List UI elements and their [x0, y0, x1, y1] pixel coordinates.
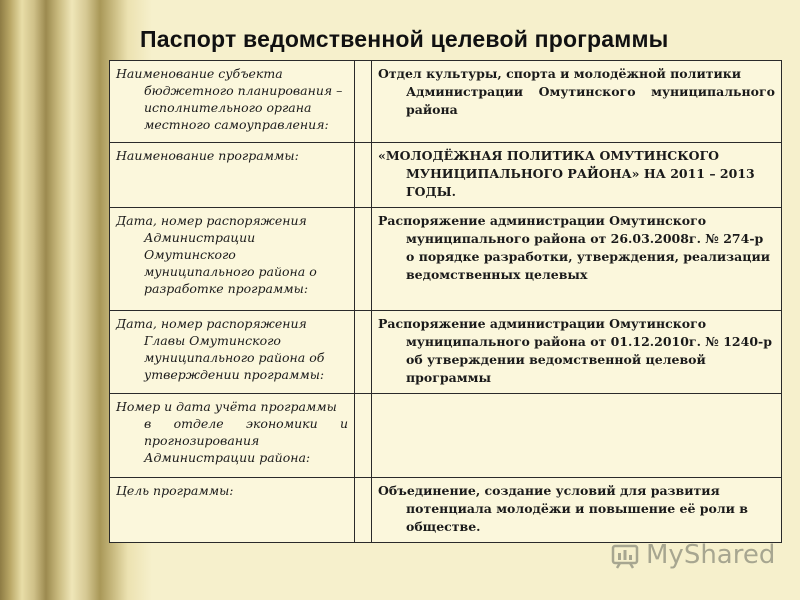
table-row	[110, 478, 782, 543]
value-first-line: Распоряжение администрации Омутинского	[378, 213, 707, 228]
table-row	[110, 143, 782, 208]
separator-cell	[355, 311, 372, 394]
value-continuation: МУНИЦИПАЛЬНОГО РАЙОНА» НА 2011 – 2013 ГОДЫ.	[406, 166, 755, 199]
row-value	[372, 394, 782, 478]
value-first-line: Объединение, создание условий для развития	[378, 483, 720, 498]
watermark-text: MyShared	[646, 540, 776, 570]
separator-cell	[355, 478, 372, 543]
table-row	[110, 208, 782, 311]
value-first-line: Отдел культуры, спорта и молодёжной политики	[378, 66, 742, 81]
separator-cell	[355, 394, 372, 478]
row-label	[110, 61, 355, 143]
label-continuation: в отделе экономики и прогнозирования Администрации района:	[144, 416, 348, 465]
label-continuation: Главы Омутинского муниципального района об утверждении программы:	[144, 333, 325, 382]
row-label	[110, 311, 355, 394]
row-label	[110, 143, 355, 208]
row-value	[372, 478, 782, 543]
label-continuation: Администрации Омутинского муниципального района о разработке программы:	[144, 230, 317, 296]
label-first-line: Номер и дата учёта программы	[116, 399, 337, 414]
row-value	[372, 311, 782, 394]
table-row	[110, 394, 782, 478]
row-label	[110, 478, 355, 543]
value-continuation: потенциала молодёжи и повышение её роли в обществе.	[406, 501, 748, 534]
separator-cell	[355, 208, 372, 311]
value-first-line: Распоряжение администрации Омутинского	[378, 316, 707, 331]
page-title: Паспорт ведомственной целевой программы	[140, 26, 669, 52]
separator-cell	[355, 143, 372, 208]
row-label	[110, 394, 355, 478]
table-row	[110, 61, 782, 143]
value-continuation: Администрации Омутинского муниципального района	[406, 84, 775, 117]
watermark	[610, 540, 775, 570]
label-first-line: Дата, номер распоряжения	[116, 316, 307, 331]
myshared-logo-icon	[610, 541, 640, 569]
row-value	[372, 143, 782, 208]
passport-table	[109, 60, 782, 543]
value-continuation: муниципального района от 26.03.2008г. № 274-р о порядке разработки, утверждения, реализации ведомственных целевых	[406, 231, 771, 282]
label-first-line: Наименование субъекта	[116, 66, 283, 81]
separator-cell	[355, 61, 372, 143]
row-label	[110, 208, 355, 311]
row-value	[372, 208, 782, 311]
label-first-line: Цель программы:	[116, 483, 234, 498]
label-continuation: бюджетного планирования – исполнительного органа местного самоуправления:	[144, 83, 343, 132]
value-first-line: «МОЛОДЁЖНАЯ ПОЛИТИКА ОМУТИНСКОГО	[378, 148, 719, 163]
label-first-line: Наименование программы:	[116, 148, 299, 163]
value-continuation: муниципального района от 01.12.2010г. № 1240-р об утверждении ведомственной целевой программы	[406, 334, 772, 385]
row-value	[372, 61, 782, 143]
label-first-line: Дата, номер распоряжения	[116, 213, 307, 228]
table-row	[110, 311, 782, 394]
